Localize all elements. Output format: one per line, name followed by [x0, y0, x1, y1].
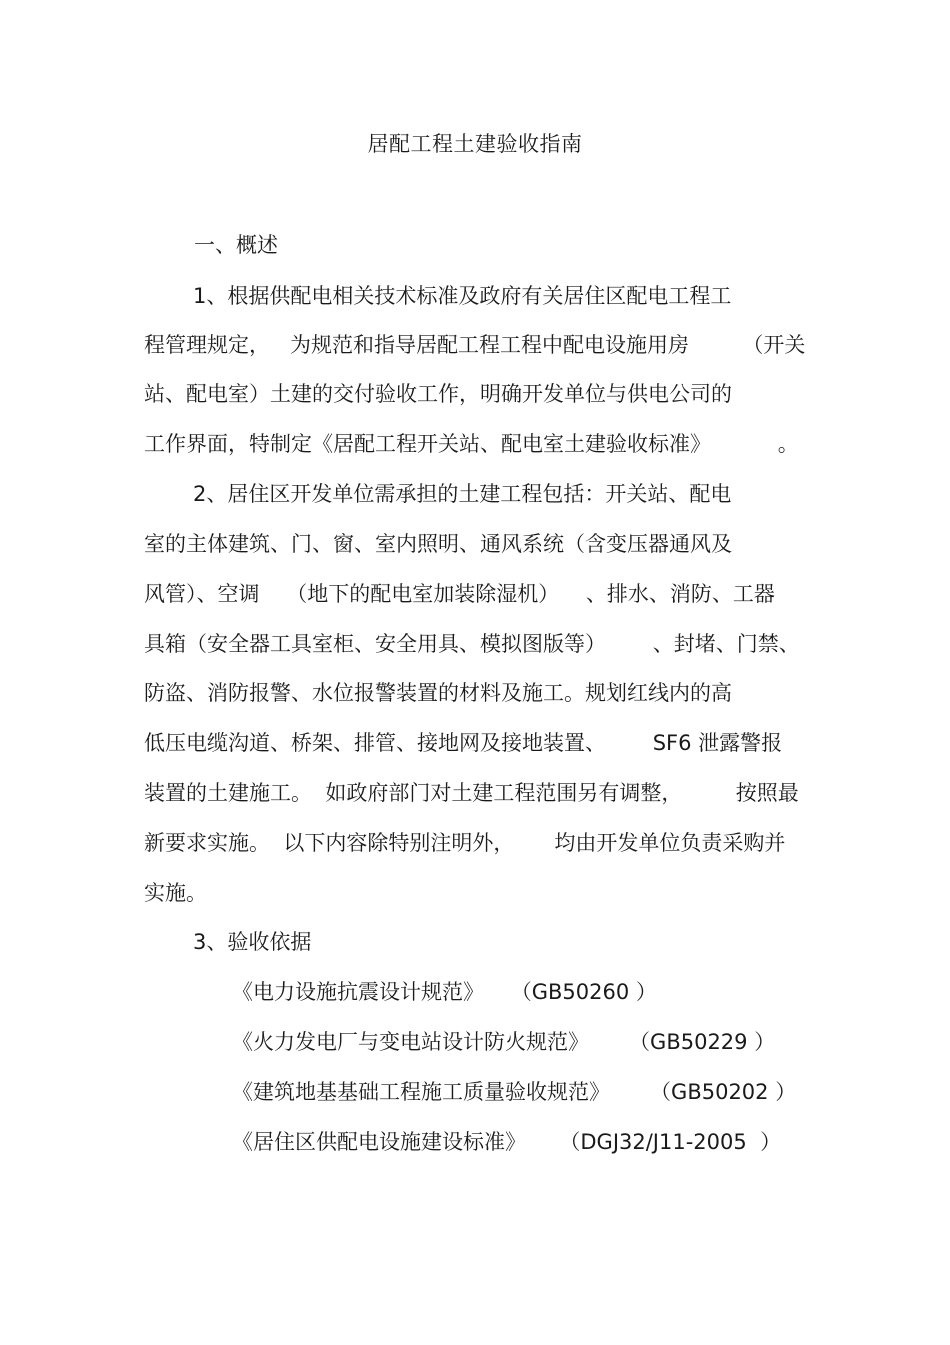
reference-item: 《居住区供配电设施建设标准》 （DGJ32/J11-2005 ）	[232, 1130, 782, 1154]
paragraph-2-line-4: 具箱（安全器工具室柜、安全用具、模拟图版等） 、封堵、门禁、	[144, 632, 800, 656]
paragraph-1-line-1: 1、根据供配电相关技术标准及政府有关居住区配电工程工	[193, 284, 732, 308]
paragraph-2-line-5: 防盗、消防报警、水位报警装置的材料及施工。规划红线内的高	[144, 681, 732, 705]
reference-item: 《建筑地基基础工程施工质量验收规范》 （GB50202 ）	[232, 1080, 797, 1104]
paragraph-2-line-9: 实施。	[144, 881, 207, 905]
section-heading-acceptance-basis: 3、验收依据	[193, 930, 312, 954]
paragraph-2-line-6: 低压电缆沟道、桥架、排管、接地网及接地装置、 SF6 泄露警报	[144, 731, 783, 755]
reference-item: 《电力设施抗震设计规范》 （GB50260 ）	[232, 980, 657, 1004]
paragraph-2-line-3: 风管）、空调 （地下的配电室加装除湿机） 、排水、消防、工器	[144, 582, 775, 606]
paragraph-2-line-2: 室的主体建筑、门、窗、室内照明、通风系统（含变压器通风及	[144, 532, 732, 556]
paragraph-1-line-2: 程管理规定， 为规范和指导居配工程工程中配电设施用房 （开关	[144, 333, 806, 357]
paragraph-2-line-1: 2、居住区开发单位需承担的土建工程包括：开关站、配电	[193, 482, 732, 506]
reference-item: 《火力发电厂与变电站设计防火规范》 （GB50229 ）	[232, 1030, 776, 1054]
paragraph-2-line-7: 装置的土建施工。 如政府部门对土建工程范围另有调整， 按照最	[144, 781, 799, 805]
paragraph-1-line-3: 站、配电室）土建的交付验收工作，明确开发单位与供电公司的	[144, 382, 732, 406]
section-heading-overview: 一、概述	[194, 233, 278, 257]
paragraph-2-line-8: 新要求实施。 以下内容除特别注明外， 均由开发单位负责采购并	[144, 831, 786, 855]
paragraph-1-line-4: 工作界面，特制定《居配工程开关站、配电室土建验收标准》 。	[144, 432, 799, 456]
document-title: 居配工程土建验收指南	[367, 132, 583, 156]
